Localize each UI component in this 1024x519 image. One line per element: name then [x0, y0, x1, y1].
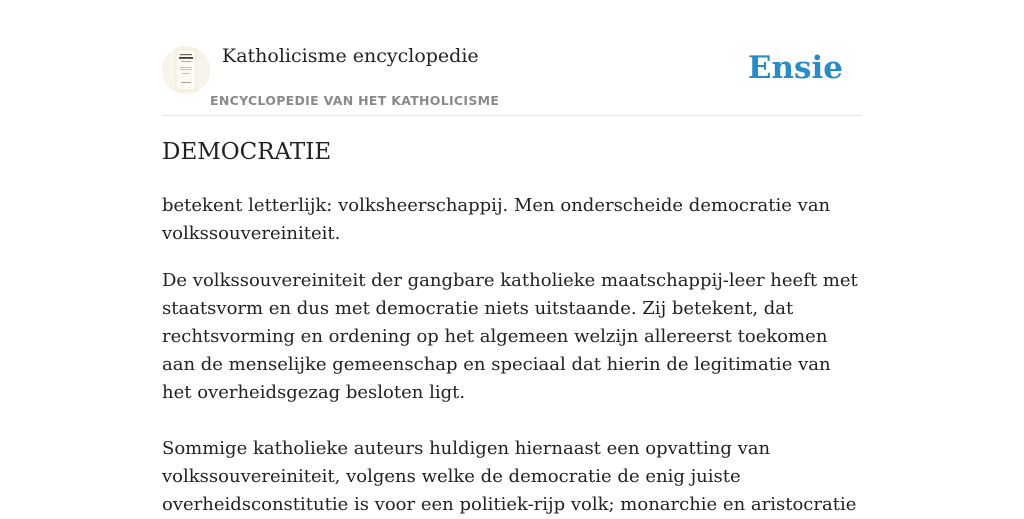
book-cover-icon[interactable] [162, 46, 210, 94]
site-name[interactable]: Katholicisme encyclopedie [222, 45, 479, 67]
site-header [162, 0, 862, 116]
site-subtitle: ENCYCLOPEDIE VAN HET KATHOLICISME [210, 93, 500, 108]
ensie-logo-link[interactable]: Ensie [747, 50, 843, 86]
article-title: DEMOCRATIE [162, 139, 332, 165]
article-body [162, 192, 862, 519]
page [162, 0, 862, 515]
article-paragraph: De volkssouvereiniteit der gangbare katholieke maatschappij-leer heeft met staatsvorm en dus met democratie niets uitstaande. Zij betekent, dat rechtsvorming en ordening op het algemeen welzijn allereerst toekomen aan de menselijke gemeenschap en speciaal dat hierin de legitimatie van het overheidsgezag besloten ligt. [162, 270, 858, 403]
article-paragraph: Sommige katholieke auteurs huldigen hiernaast een opvatting van volkssouvereiniteit, volgens welke de democratie de enig juiste overheidsconstitutie is voor een politiek-rijp volk; monarchie en aristocratie [162, 438, 857, 515]
article-paragraph: betekent letterlijk: volksheerschappij. Men onderscheide democratie van volkssouvereiniteit. [162, 195, 831, 244]
